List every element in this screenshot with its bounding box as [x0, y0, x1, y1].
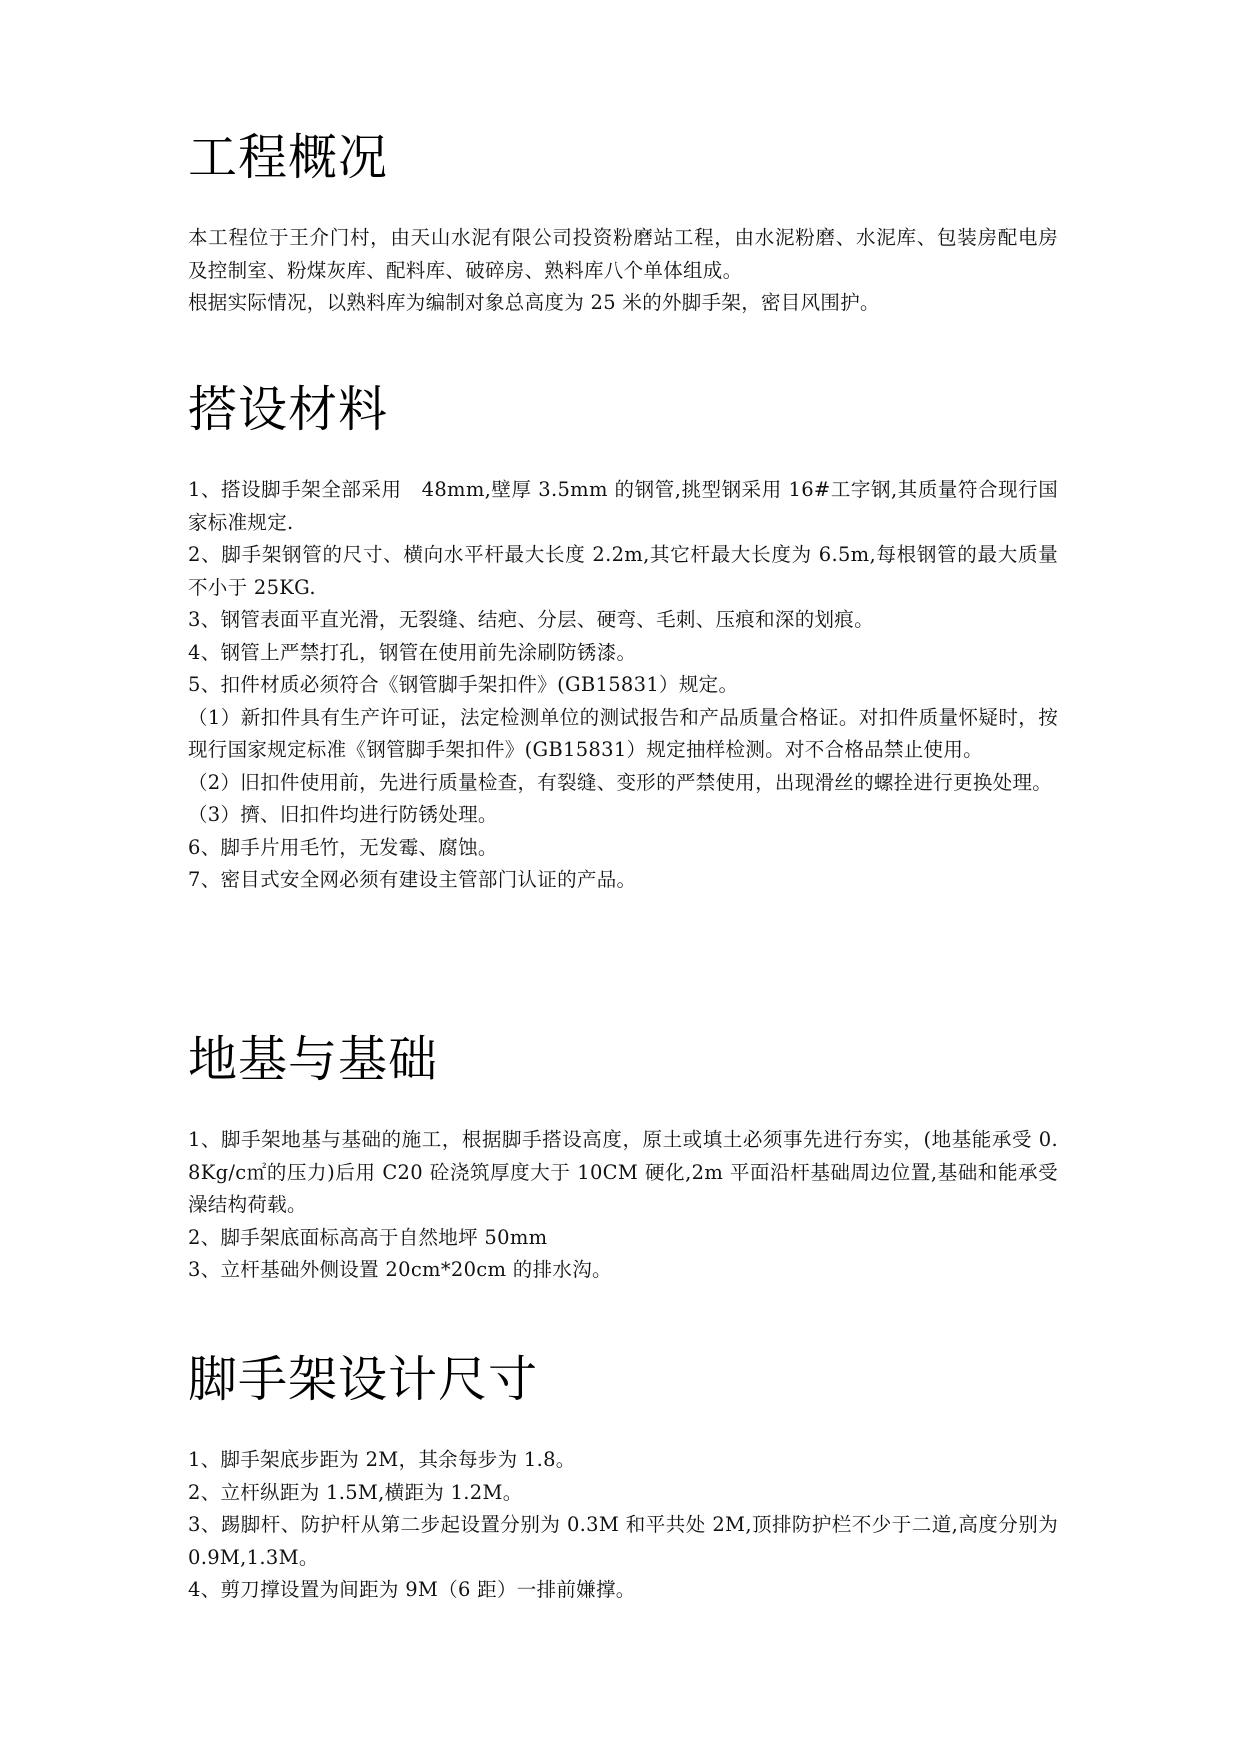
paragraph: 3、立杆基础外侧设置 20cm*20cm 的排水沟。 — [188, 1258, 612, 1281]
paragraph: （2）旧扣件使用前，先进行质量检查，有裂缝、变形的严禁使用，出现滑丝的螺拴进行更换处理。 — [188, 770, 1053, 794]
paragraph: 7、密目式安全网必须有建设主管部门认证的产品。 — [188, 868, 637, 891]
section-heading: 搭设材料 — [188, 381, 389, 438]
paragraph: 根据实际情况，以熟料库为编制对象总高度为 25 米的外脚手架，密目风围护。 — [188, 291, 880, 314]
section-heading: 工程概况 — [188, 129, 389, 186]
paragraph: （1）新扣件具有生产许可证，法定检测单位的测试报告和产品质量合格证。对扣件质量怀疑时，按现行国家规定标准《钢管脚手架扣件》(GB15831）规定抽样检测。对不合格品禁止使用。 — [188, 705, 1058, 761]
section-body — [188, 1444, 1058, 1607]
section-heading: 脚手架设计尺寸 — [188, 1351, 539, 1408]
section-heading: 地基与基础 — [188, 1031, 439, 1088]
paragraph: 4、剪刀撑设置为间距为 9M（6 距）一排前嫌撑。 — [188, 1578, 636, 1601]
paragraph: 4、钢管上严禁打孔，钢管在使用前先涂刷防锈漆。 — [188, 640, 637, 664]
section-scaffold-dimensions — [188, 1350, 1058, 1607]
paragraph: 1、搭设脚手架全部采用 48mm,壁厚 3.5mm 的钢管,挑型钢采用 16#工字钢,其质量符合现行国家标准规定. — [188, 478, 1058, 534]
paragraph: 5、扣件材质必须符合《钢管脚手架扣件》(GB15831）规定。 — [188, 673, 739, 696]
paragraph: 6、脚手片用毛竹，无发霉、腐蚀。 — [188, 835, 498, 859]
paragraph: 1、脚手架底步距为 2M，其余每步为 1.8。 — [188, 1448, 576, 1471]
section-project-overview — [188, 128, 1058, 320]
section-materials — [188, 380, 1058, 897]
section-body — [188, 222, 1058, 320]
paragraph: 3、钢管表面平直光滑，无裂缝、结疤、分层、硬弯、毛刺、压痕和深的划痕。 — [188, 608, 874, 631]
paragraph: 2、立杆纵距为 1.5M,横距为 1.2M。 — [188, 1480, 523, 1504]
paragraph: 2、脚手架钢管的尺寸、横向水平杆最大长度 2.2m,其它杆最大长度为 6.5m,每根钢管的最大质量不小于 25KG. — [188, 543, 1058, 599]
section-foundation — [188, 1030, 1058, 1287]
paragraph: （3）擠、旧扣件均进行防锈处理。 — [188, 803, 498, 826]
paragraph: 本工程位于王介门村，由天山水泥有限公司投资粉磨站工程，由水泥粉磨、水泥库、包装房配电房及控制室、粉煤灰库、配料库、破碎房、熟料库八个单体组成。 — [188, 226, 1058, 282]
paragraph: 1、脚手架地基与基础的施工，根据脚手搭设高度，原土或填土必须事先进行夯实，(地基能承受 0.8Kg/c㎡的压力)后用 C20 砼浇筑厚度大于 10CM 硬化,2m 平面沿杆基础周边位置,基础和能承受澡结构荷载。 — [188, 1128, 1058, 1216]
section-body — [188, 474, 1058, 897]
section-body — [188, 1124, 1058, 1287]
paragraph: 3、踢脚杆、防护杆从第二步起设置分别为 0.3M 和平共处 2M,顶排防护栏不少于二道,高度分别为 0.9M,1.3M。 — [188, 1513, 1058, 1569]
paragraph: 2、脚手架底面标高高于自然地坪 50mm — [188, 1225, 548, 1249]
